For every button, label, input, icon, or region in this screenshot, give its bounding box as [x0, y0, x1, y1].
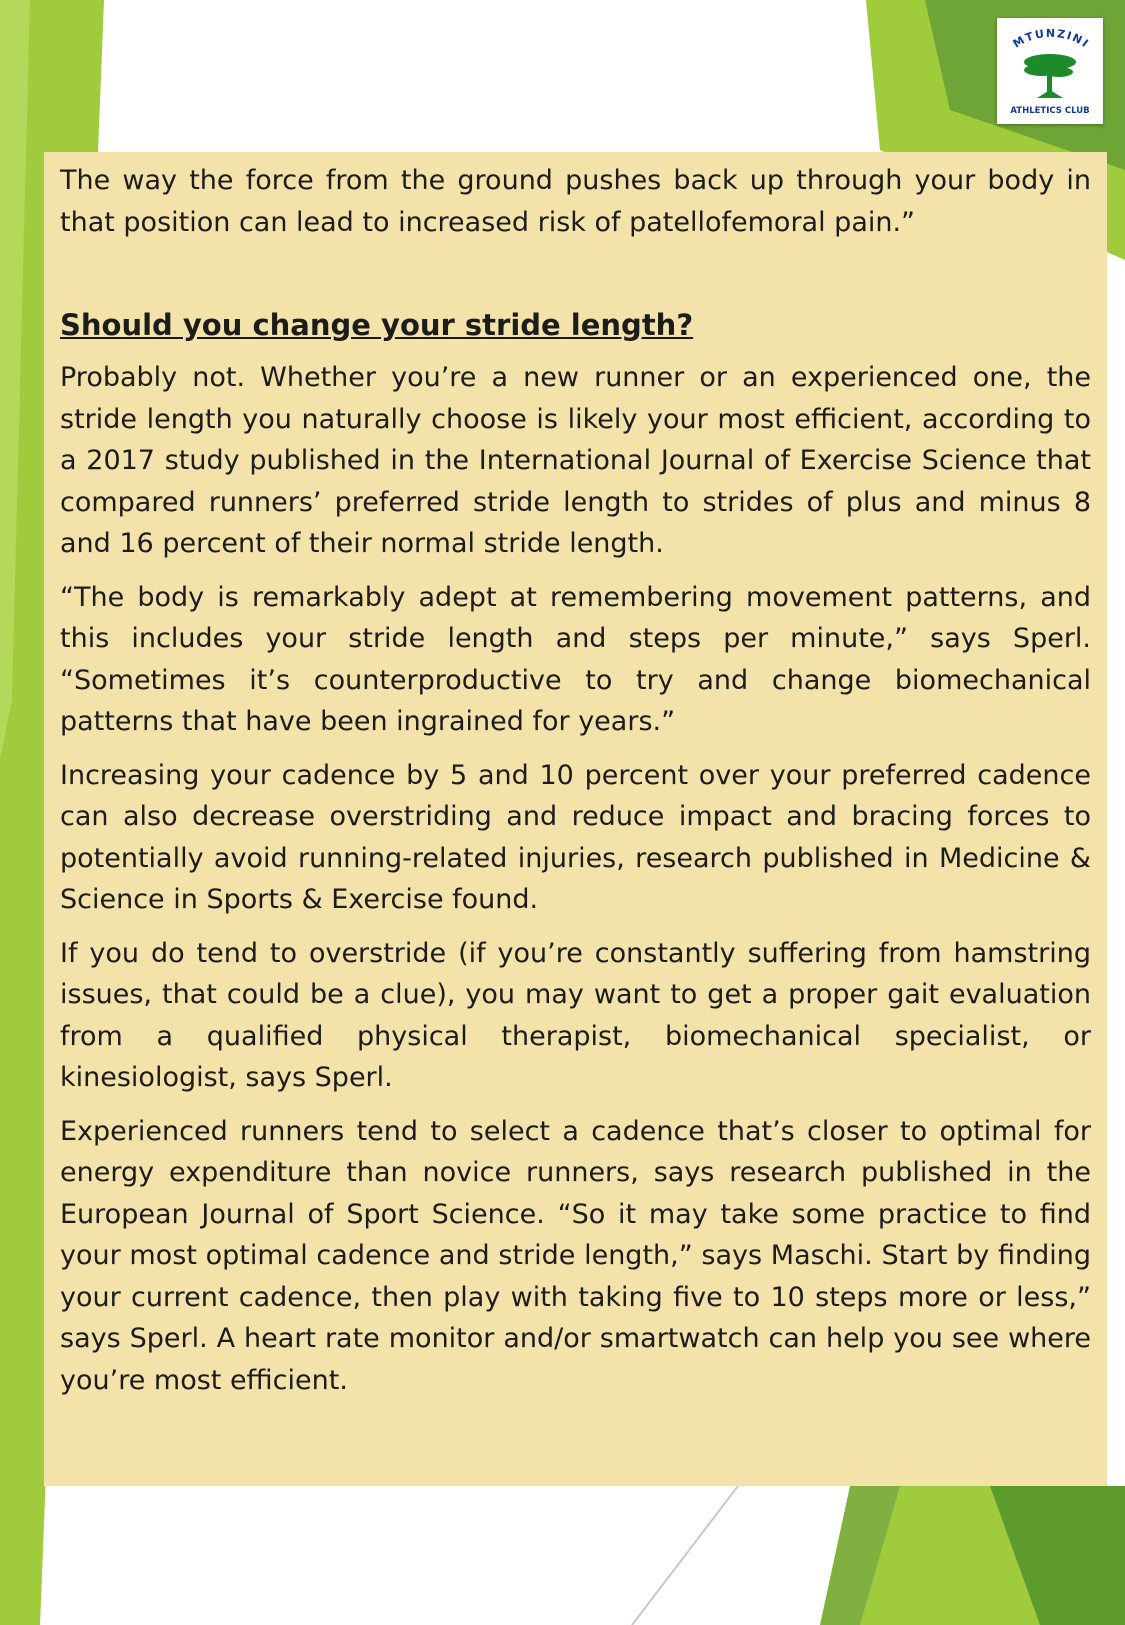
svg-text:MTUNZINI	[1011, 27, 1092, 51]
intro-paragraph: The way the force from the ground pushes back up through your body in that position can lead to increased risk of patellofemoral pain.”	[60, 165, 1091, 238]
article-paragraph: Increasing your cadence by 5 and 10 percent over your preferred cadence can also decrease overstriding and reduce impact and bracing forces to potentially avoid running-related injuries, research published in Medicine & Science in Sports & Exercise found.	[60, 759, 1091, 915]
article-paragraph: If you do tend to overstride (if you’re constantly suffering from hamstring issues, that could be a clue), you may want to get a proper gait evaluation from a qualified physical therapist, biomechanical specialist, or kinesiologist, says Sperl.	[60, 937, 1091, 1093]
section-heading: Should you change your stride length?	[60, 308, 694, 342]
logo-bottom-text: ATHLETICS CLUB	[1010, 106, 1090, 116]
logo-top-text: MTUNZINI	[1010, 26, 1092, 51]
club-logo	[997, 18, 1103, 124]
article-panel	[44, 152, 1107, 1486]
article-paragraph: Probably not. Whether you’re a new runner or an experienced one, the stride length you naturally choose is likely your most efficient, according to a 2017 study published in the International Journal of Exercise Science that compared runners’ preferred stride length to strides of plus and minus 8 and 16 percent of their normal stride length.	[60, 362, 1091, 559]
tree-icon	[1024, 54, 1076, 98]
article-paragraph: Experienced runners tend to select a cadence that’s closer to optimal for energy expenditure than novice runners, says research published in the European Journal of Sport Science. “So it may take some practice to find your most optimal cadence and stride length,” says Maschi. Start by finding your current cadence, then play with taking five to 10 steps more or less,” says Sperl. A heart rate monitor and/or smartwatch can help you see where you’re most efficient.	[60, 1115, 1091, 1396]
article-paragraph: “The body is remarkably adept at remembering movement patterns, and this includes your stride length and steps per minute,” says Sperl. “Sometimes it’s counterproductive to try and change biomechanical patterns that have been ingrained for years.”	[60, 581, 1091, 737]
